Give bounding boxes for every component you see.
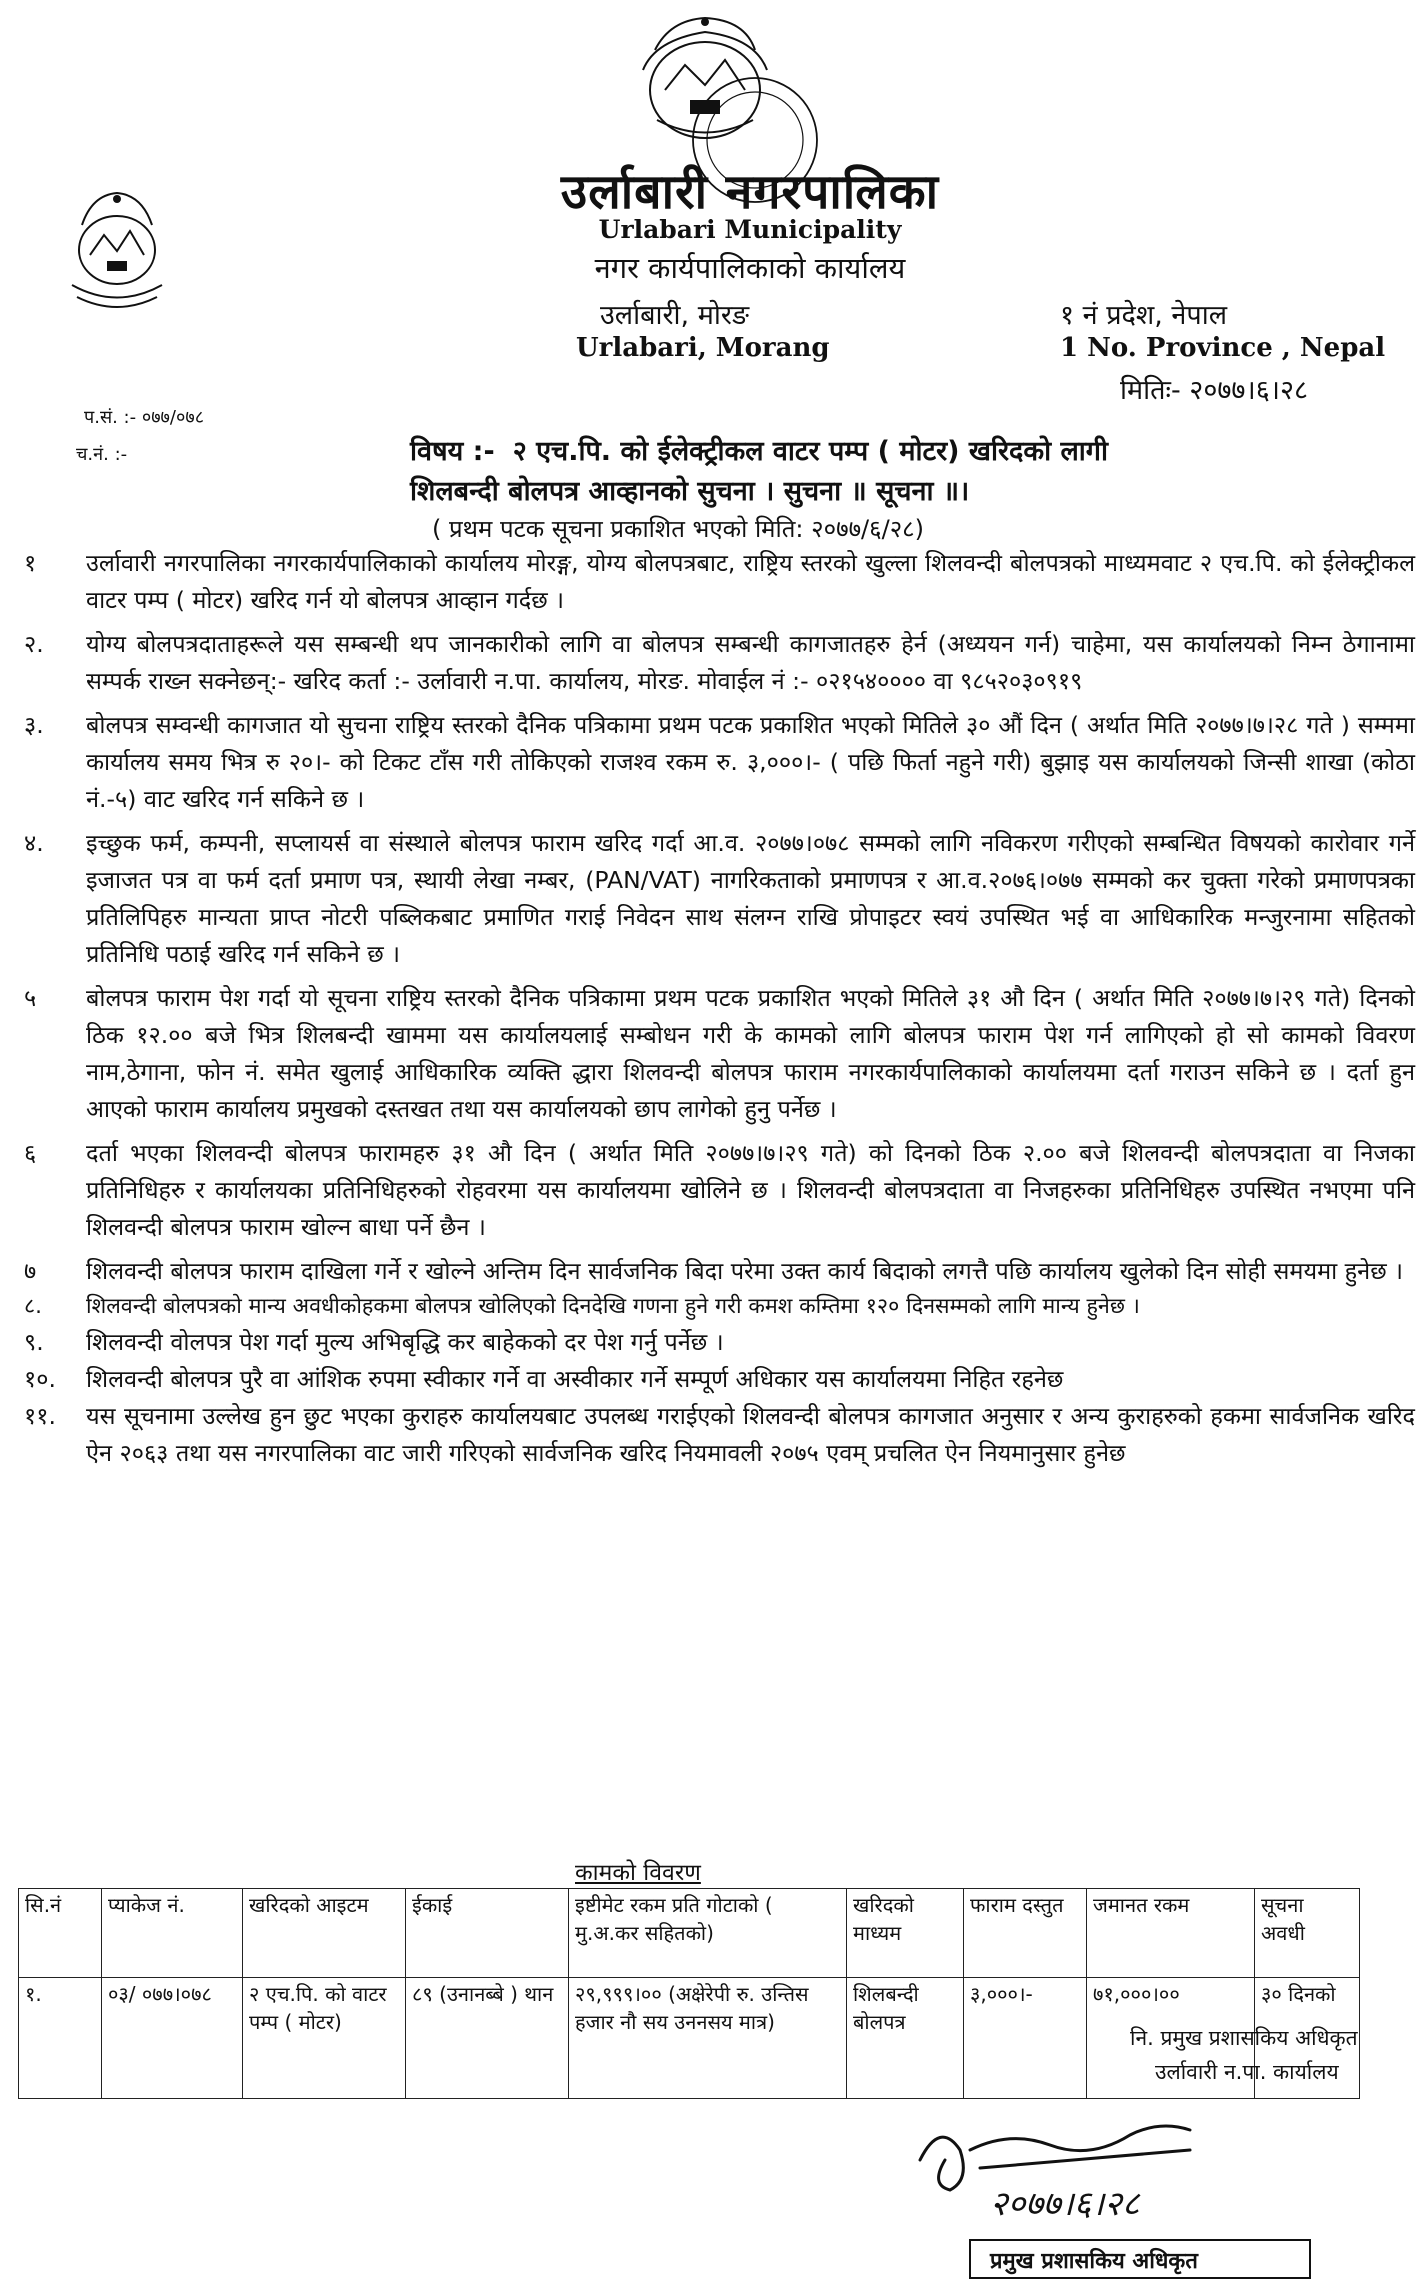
first-published-date: ( प्रथम पटक सूचना प्रकाशित भएको मिति: २०७७/६/२८) xyxy=(432,515,925,543)
table-cell: शिलबन्दी बोलपत्र xyxy=(847,1978,964,2099)
table-header-row xyxy=(19,1889,1360,1978)
table-cell: १. xyxy=(19,1978,102,2099)
column-header: इष्टीमेट रकम प्रति गोटाको ( मु.अ.कर सहितको) xyxy=(569,1889,847,1978)
item-text: बोलपत्र सम्वन्धी कागजात यो सुचना राष्ट्रिय स्तरको दैनिक पत्रिकामा प्रथम पटक प्रकाशित भएको मितिले ३० औं दिन ( अर्थात मिति २०७७।७।२८ गते ) सम्ममा कार्यालय समय भित्र रु २०।- को टिकट टाँस गरी तोकिएको राजश्व रकम रु. ३,०००।- ( पछि फिर्ता नहुने गरी) बुझाइ यस कार्यालयको जिन्सी शाखा (कोठा नं.-५) वाट खरिद गर्न सकिने छ । xyxy=(86,711,1415,813)
signatory-office: उर्लावारी न.पा. कार्यालय xyxy=(1155,2060,1339,2084)
table-cell: ३० दिनको xyxy=(1255,1978,1360,2099)
svg-text:प्रमुख प्रशासकिय अधिकृत: प्रमुख प्रशासकिय अधिकृत xyxy=(990,2249,1198,2274)
item-number: १ xyxy=(24,549,37,577)
item-number: ७ xyxy=(24,1257,37,1285)
address-nepali: उर्लाबारी, मोरङ xyxy=(600,300,750,331)
office-name: नगर कार्यपालिकाको कार्यालय xyxy=(594,251,906,285)
item-text: योग्य बोलपत्रदाताहरूले यस सम्बन्धी थप जानकारीको लागि वा बोलपत्र सम्बन्धी कागजातहरु हेर्न (अध्ययन गर्न) चाहेमा, यस कार्यालयको निम्न ठेगानामा सम्पर्क राख्न सक्नेछन्:- खरिद कर्ता :- उर्लावारी न.पा. कार्यालय, मोरङ. मोवाईल नं :- ०२१५४०००० वा ९८५२०३०९१९ xyxy=(86,630,1415,695)
table-cell: २९,९९९।०० (अक्षेरेपी रु. उन्तिस हजार नौ सय उननसय मात्र) xyxy=(569,1978,847,2099)
municipality-title: उर्लाबारी नगरपालिका xyxy=(560,164,940,220)
list-item xyxy=(20,1324,1415,1361)
item-number: १०. xyxy=(24,1365,56,1393)
column-header: सि.नं xyxy=(19,1889,102,1978)
list-item xyxy=(20,545,1415,619)
item-number: ३. xyxy=(24,711,44,739)
list-item xyxy=(20,1253,1415,1290)
notice-date: मितिः- २०७७।६।२८ xyxy=(1120,375,1309,406)
signatory-title: नि. प्रमुख प्रशासकिय अधिकृत xyxy=(1130,2026,1358,2050)
province-nepali: १ नं प्रदेश, नेपाल xyxy=(1060,300,1228,331)
dispatch-number: च.नं. :- xyxy=(76,444,128,465)
municipality-title-english: Urlabari Municipality xyxy=(598,215,902,244)
subject-label: विषय :- xyxy=(410,436,495,467)
subject-line-1: २ एच.पि. को ईलेक्ट्रीकल वाटर पम्प ( मोटर) खरिदको लागी xyxy=(512,436,1108,467)
nepal-coat-of-arms-icon xyxy=(62,185,172,315)
item-text: यस सूचनामा उल्लेख हुन छुट भएका कुराहरु कार्यालयबाट उपलब्ध गराईएको शिलवन्दी बोलपत्र कागजात अनुसार र अन्य कुराहरुको हकमा सार्वजनिक खरिद ऐन २०६३ तथा यस नगरपालिका वाट जारी गरिएको सार्वजनिक खरिद नियमावली २०७५ एवम् प्रचलित ऐन नियमानुसार हुनेछ xyxy=(86,1402,1415,1467)
list-item xyxy=(20,1290,1415,1324)
column-header: ईकाई xyxy=(406,1889,569,1978)
list-item xyxy=(20,1361,1415,1398)
item-number: ५ xyxy=(24,984,37,1012)
work-details-caption: कामको विवरण xyxy=(575,1860,701,1886)
list-item xyxy=(20,1135,1415,1246)
column-header: खरिदको आइटम xyxy=(243,1889,406,1978)
item-number: ९. xyxy=(24,1328,44,1356)
letter-reference-number: प.सं. :- ०७७/०७८ xyxy=(84,407,205,428)
item-text: दर्ता भएका शिलवन्दी बोलपत्र फारामहरु ३१ औ दिन ( अर्थात मिति २०७७।७।२९ गते) को दिनको ठिक २.०० बजे शिलवन्दी बोलपत्रदाता वा निजका प्रतिनिधिहरु र कार्यालयका प्रतिनिधिहरुको रोहवरमा यस कार्यालयमा खोलिने छ । शिलवन्दी बोलपत्रदाता वा निजहरुका प्रतिनिधिहरु उपस्थित नभएमा पनि शिलवन्दी बोलपत्र फाराम खोल्न बाधा पर्ने छैन । xyxy=(86,1139,1415,1241)
list-item xyxy=(20,825,1415,973)
item-number: ११. xyxy=(24,1402,56,1430)
column-header: खरिदको माध्यम xyxy=(847,1889,964,1978)
table-cell: ०३/ ०७७।०७८ xyxy=(102,1978,243,2099)
item-text: शिलवन्दी वोलपत्र पेश गर्दा मुल्य अभिबृद्धि कर बाहेकको दर पेश गर्नु पर्नेछ । xyxy=(86,1328,724,1356)
item-number: ४. xyxy=(24,829,44,857)
table-cell: २ एच.पि. को वाटर पम्प ( मोटर) xyxy=(243,1978,406,2099)
item-number: ८. xyxy=(24,1294,43,1319)
item-text: बोलपत्र फाराम पेश गर्दा यो सूचना राष्ट्रिय स्तरको दैनिक पत्रिकामा प्रथम पटक प्रकाशित भएको मितिले ३१ औ दिन ( अर्थात मिति २०७७।७।२९ गते) दिनको ठिक १२.०० बजे भित्र शिलबन्दी खाममा यस कार्यालयलाई सम्बोधन गरी के कामको लागि बोलपत्र फाराम पेश गर्न लागिएको हो सो कामको विवरण नाम,ठेगाना, फोन नं. समेत खुलाई आधिकारिक व्यक्ति द्धारा शिलवन्दी बोलपत्र फाराम नगरकार्यपालिकाको कार्यालयमा दर्ता गराउन सकिने छ । दर्ता हुन आएको फाराम कार्यालय प्रमुखको दस्तखत तथा यस कार्यालयको छाप लागेको हुनु पर्नेछ । xyxy=(86,984,1415,1123)
item-text: शिलवन्दी बोलपत्र पुरै वा आंशिक रुपमा स्वीकार गर्ने वा अस्वीकार गर्ने सम्पूर्ण अधिकार यस कार्यालयमा निहित रहनेछ xyxy=(86,1365,1064,1393)
notice-subject xyxy=(410,432,1370,512)
address-english: Urlabari, Morang xyxy=(576,333,830,363)
notice-items xyxy=(20,545,1415,1472)
svg-text:२०७७।६।२८: २०७७।६।२८ xyxy=(990,2184,1140,2224)
column-header: प्याकेज नं. xyxy=(102,1889,243,1978)
item-number: २. xyxy=(24,630,44,658)
province-english: 1 No. Province , Nepal xyxy=(1060,333,1386,363)
item-number: ६ xyxy=(24,1139,37,1167)
item-text: इच्छुक फर्म, कम्पनी, सप्लायर्स वा संस्थाले बोलपत्र फाराम खरिद गर्दा आ.व. २०७७।०७८ सम्मको लागि नविकरण गरीएको सम्बन्धित विषयको कारोवार गर्ने इजाजत पत्र वा फर्म दर्ता प्रमाण पत्र, स्थायी लेखा नम्बर, (PAN/VAT) नागरिकताको प्रमाणपत्र र आ.व.२०७६।०७७ सम्मको कर चुक्ता गरेको प्रमाणपत्रका प्रतिलिपिहरु मान्यता प्राप्त नोटरी पब्लिकबाट प्रमाणित गराई निवेदन साथ संलग्न राखि प्रोपाइटर स्वयं उपस्थित भई वा आधिकारिक मन्जुरनामा सहितको प्रतिनिधि पठाई खरिद गर्न सकिने छ । xyxy=(86,829,1415,968)
item-text: शिलवन्दी बोलपत्र फाराम दाखिला गर्ने र खोल्ने अन्तिम दिन सार्वजनिक बिदा परेमा उक्त कार्य बिदाको लगत्तै पछि कार्यालय खुलेको दिन सोही समयमा हुनेछ । xyxy=(86,1257,1404,1285)
table-cell: ३,०००।- xyxy=(964,1978,1087,2099)
column-header: सूचना अवधी xyxy=(1255,1889,1360,1978)
list-item xyxy=(20,980,1415,1128)
column-header: फाराम दस्तुत xyxy=(964,1889,1087,1978)
table-cell: ८९ (उनानब्बे ) थान xyxy=(406,1978,569,2099)
subject-line-2: शिलबन्दी बोलपत्र आव्हानको सुचना । सुचना ॥ सूचना ॥। xyxy=(410,476,970,507)
list-item xyxy=(20,1398,1415,1472)
list-item xyxy=(20,707,1415,818)
item-text: शिलवन्दी बोलपत्रको मान्य अवधीकोहकमा बोलपत्र खोलिएको दिनदेखि गणना हुने गरी कमश कम्तिमा १२० दिनसम्मको लागि मान्य हुनेछ । xyxy=(86,1294,1140,1319)
handwritten-signature-stamp xyxy=(900,2090,1320,2280)
list-item xyxy=(20,626,1415,700)
table-cell: ७१,०००।०० xyxy=(1087,1978,1255,2099)
column-header: जमानत रकम xyxy=(1087,1889,1255,1978)
item-text: उर्लावारी नगरपालिका नगरकार्यपालिकाको कार्यालय मोरङ्ग, योग्य बोलपत्रबाट, राष्ट्रिय स्तरको खुल्ला शिलवन्दी बोलपत्रको माध्यमवाट २ एच.पि. को ईलेक्ट्रीकल वाटर पम्प ( मोटर) खरिद गर्न यो बोलपत्र आव्हान गर्दछ । xyxy=(86,549,1415,614)
